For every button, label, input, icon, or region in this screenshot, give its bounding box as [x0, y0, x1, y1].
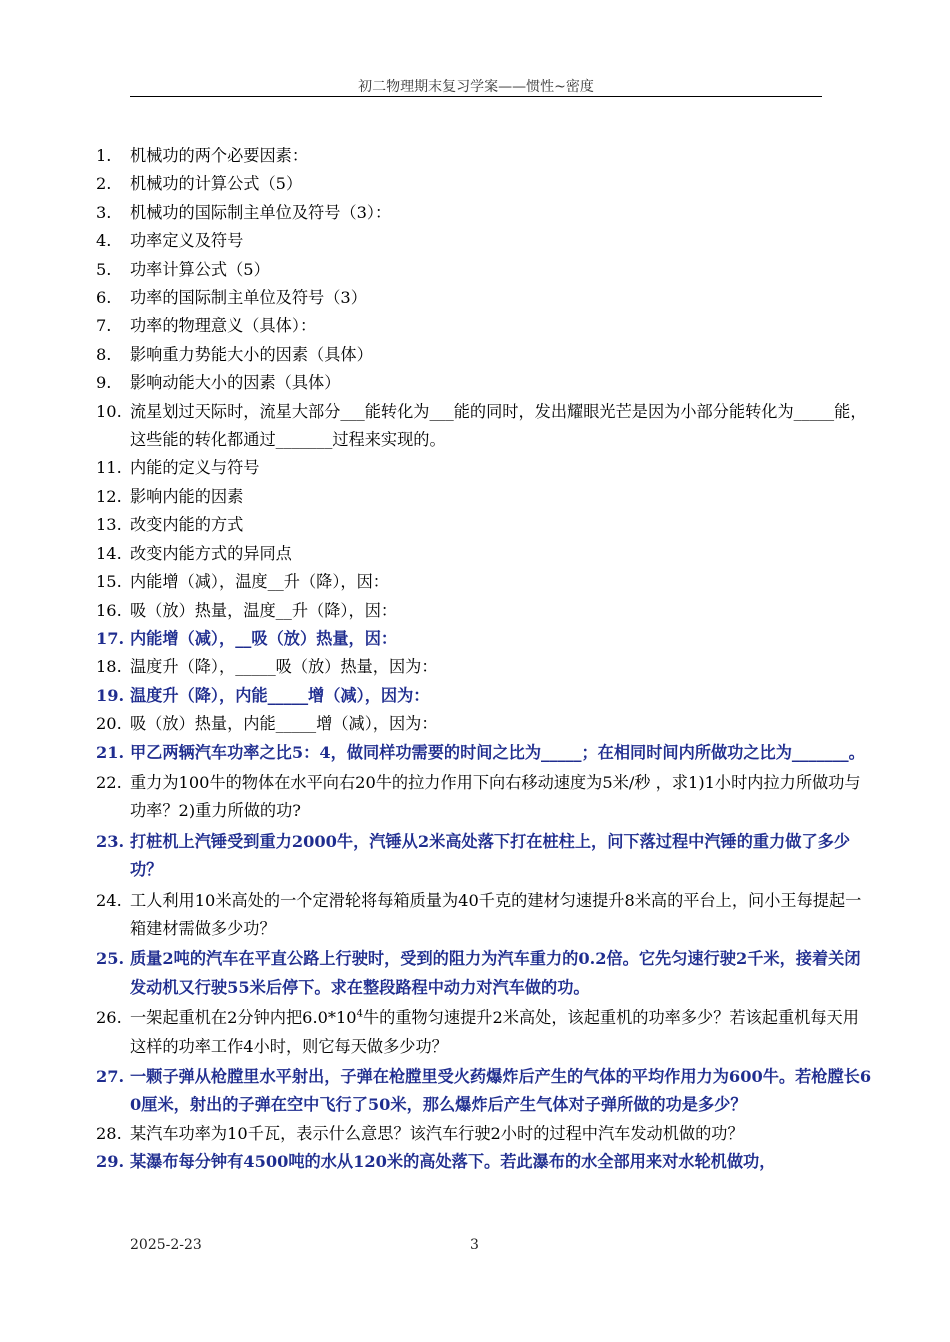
question-number: 4.: [96, 231, 112, 251]
question-item: [96, 625, 872, 653]
question-item: [96, 653, 872, 681]
question-number: 29.: [96, 1152, 125, 1172]
question-number: 1.: [96, 146, 112, 165]
question-text: 机械功的计算公式（5）: [130, 174, 303, 194]
question-number: 3.: [96, 202, 112, 222]
question-text: 工人利用10米高处的一个定滑轮将每箱质量为40千克的建材匀速提升8米高的平台上，问小王每提起一箱建材需做多少功？: [130, 890, 862, 938]
question-number: 20.: [96, 714, 122, 734]
question-number: 15.: [96, 572, 122, 592]
question-text: 影响动能大小的因素（具体）: [130, 373, 341, 393]
question-item: [96, 170, 872, 198]
question-text: 内能增（减），__吸（放）热量，因：: [130, 628, 398, 648]
question-item: [96, 887, 872, 944]
question-text: 改变内能的方式: [130, 515, 244, 535]
question-text: 影响重力势能大小的因素（具体）: [130, 344, 373, 364]
question-text: 功率的物理意义（具体）：: [130, 316, 317, 336]
question-item: [96, 1120, 872, 1148]
question-item: [96, 1063, 872, 1120]
question-number: 16.: [96, 600, 122, 620]
question-item: [96, 1004, 872, 1061]
question-text: 内能的定义与符号: [130, 458, 260, 478]
question-number: 12.: [96, 486, 122, 506]
question-text: 功率的国际制主单位及符号（3）: [130, 288, 367, 308]
question-item: [96, 1148, 872, 1176]
question-number: 18.: [96, 657, 122, 677]
question-item: [96, 398, 872, 455]
question-number: 5.: [96, 259, 112, 279]
question-number: 17.: [96, 628, 125, 648]
question-item: [96, 284, 872, 312]
footer-date: 2025-2-23: [130, 1237, 202, 1253]
question-text: 改变内能方式的异同点: [130, 543, 292, 563]
question-item: [96, 341, 872, 369]
page-header: 初二物理期末复习学案——惯性~密度: [358, 79, 594, 95]
question-item: [96, 312, 872, 340]
question-number: 27.: [96, 1067, 125, 1086]
question-item: [96, 511, 872, 539]
question-text: 内能增（减），温度__升（降），因：: [130, 572, 389, 592]
question-text: [130, 1004, 872, 1061]
question-text: 重力为100牛的物体在水平向右20牛的拉力作用下向右移动速度为5米/秒 ，求1)1小时内拉力所做功与功率？2)重力所做的功?: [130, 772, 861, 821]
question-item: [96, 828, 872, 885]
header-divider: [130, 96, 822, 97]
question-number: 24.: [96, 890, 122, 910]
question-text: 影响内能的因素: [130, 486, 244, 506]
question-number: 26.: [96, 1008, 122, 1028]
question-item: [96, 710, 872, 738]
question-text: 功率定义及符号: [130, 231, 244, 251]
question-item: [96, 739, 872, 767]
question-text: 一颗子弹从枪膛里水平射出，子弹在枪膛里受火药爆炸后产生的气体的平均作用力为600牛。若枪膛长60厘米，射出的子弹在空中飞行了50米，那么爆炸后产生气体对子弹所做的功是多少？: [130, 1067, 872, 1115]
question-number: 19.: [96, 685, 125, 705]
question-text: 打桩机上汽锤受到重力2000牛，汽锤从2米高处落下打在桩柱上，问下落过程中汽锤的重力做了多少功？: [130, 831, 851, 880]
question-text: 机械功的两个必要因素：: [130, 146, 309, 165]
question-number: 10.: [96, 401, 122, 421]
question-item: [96, 540, 872, 568]
question-item: [96, 483, 872, 511]
question-item: [96, 256, 872, 284]
question-item: [96, 199, 872, 227]
question-item: [96, 769, 872, 826]
question-text: 甲乙两辆汽车功率之比5：4，做同样功需要的时间之比为_____；在相同时间内所做功之比为_______。: [130, 742, 865, 762]
exponent: 4: [356, 1008, 363, 1020]
question-text-part: 牛的重物匀速提升2米高处，该起重机的功率多少？若该起重机每天用这样的功率工作4小时，则它每天做多少功？: [130, 1008, 859, 1056]
question-number: 11.: [96, 458, 122, 478]
question-text: 机械功的国际制主单位及符号（3）：: [130, 202, 392, 222]
question-number: 7.: [96, 316, 112, 336]
question-text: 吸（放）热量，温度__升（降），因：: [130, 600, 398, 620]
question-number: 9.: [96, 373, 112, 393]
question-number: 14.: [96, 543, 122, 563]
question-text: 某瀑布每分钟有4500吨的水从120米的高处落下。若此瀑布的水全部用来对水轮机做功，: [130, 1152, 776, 1172]
question-item: [96, 369, 872, 397]
question-item: [96, 454, 872, 482]
question-number: 13.: [96, 515, 122, 535]
question-text: 温度升（降），内能_____增（减），因为：: [130, 685, 430, 705]
question-text: 流星划过天际时，流星大部分___能转化为___能的同时，发出耀眼光芒是因为小部分能转化为_____能，这些能的转化都通过_______过程来实现的。: [130, 401, 867, 450]
page-number: 3: [470, 1237, 479, 1253]
question-text: 吸（放）热量，内能_____增（减），因为：: [130, 714, 438, 734]
question-item: [96, 682, 872, 710]
question-number: 28.: [96, 1123, 122, 1143]
question-item: [96, 597, 872, 625]
question-text: 温度升（降），_____吸（放）热量，因为：: [130, 657, 438, 677]
question-number: 23.: [96, 831, 125, 851]
question-item: [96, 227, 872, 255]
question-list: [96, 142, 872, 1177]
question-number: 8.: [96, 344, 112, 364]
question-number: 2.: [96, 174, 112, 194]
question-text: 功率计算公式（5）: [130, 259, 270, 279]
question-number: 25.: [96, 949, 125, 969]
question-item: [96, 142, 872, 170]
question-text-part: 一架起重机在2分钟内把6.0*10: [130, 1008, 357, 1028]
question-number: 6.: [96, 288, 112, 308]
question-text: 质量2吨的汽车在平直公路上行驶时，受到的阻力为汽车重力的0.2倍。它先匀速行驶2千米，接着关闭发动机又行驶55米后停下。求在整段路程中动力对汽车做的功。: [130, 949, 861, 997]
question-item: [96, 945, 872, 1002]
question-item: [96, 568, 872, 596]
question-text: 某汽车功率为10千瓦，表示什么意思？该汽车行驶2小时的过程中汽车发动机做的功？: [130, 1123, 744, 1143]
question-number: 21.: [96, 742, 125, 762]
question-number: 22.: [96, 772, 122, 792]
